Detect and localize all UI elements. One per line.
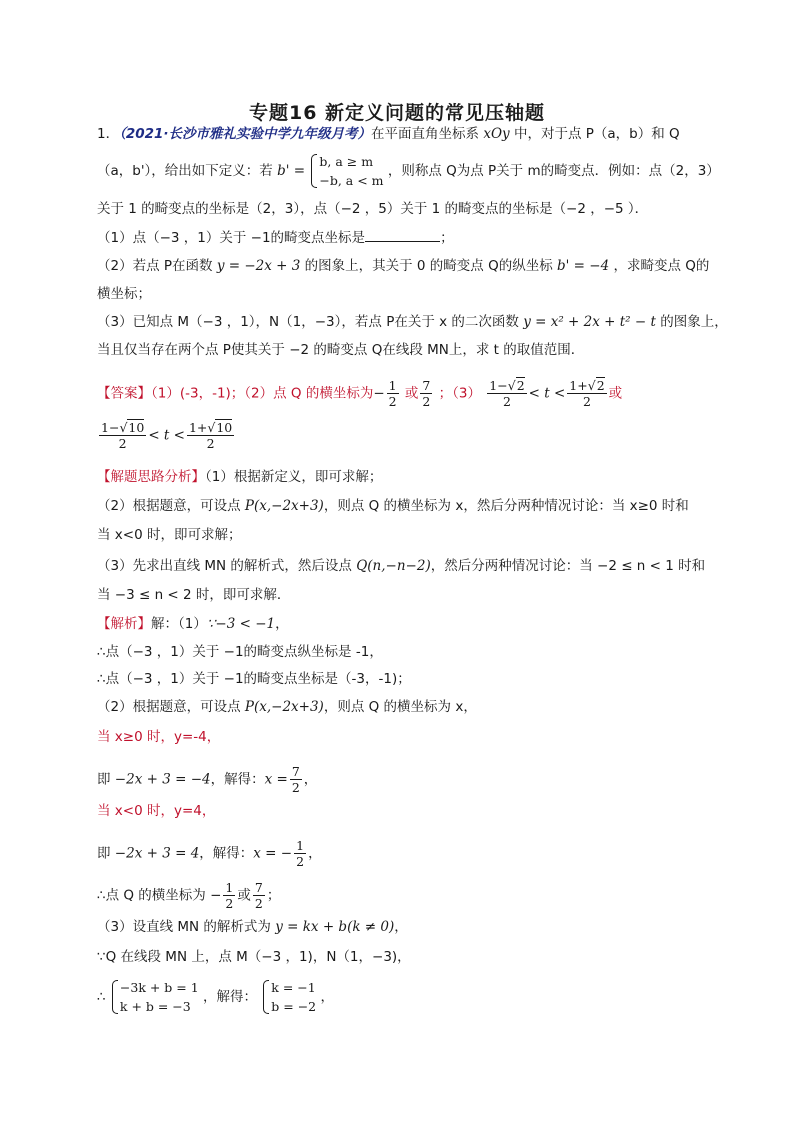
solution-line-4: （2）根据题意，可设点 P(x,−2x+3)，则点 Q 的横坐标为 x，: [97, 699, 477, 715]
fraction: $\frac{1+√10}{2}$: [188, 420, 233, 451]
solution-line-12: ∴ −3k + b = 1 k + b = −3 ，解得： k = −1 b = −2 ，: [97, 980, 334, 1014]
solution-line-5: 当 x≥0 时，y=-4，: [97, 729, 221, 745]
solution-line-7: 当 x<0 时，y=4，: [97, 803, 216, 819]
analysis-line-5: 当 −3 ≤ n < 2 时，即可求解．: [97, 587, 291, 603]
answer-blank: [365, 227, 440, 242]
solution-line-3: ∴点（−3 ，1）关于 −1的畸变点坐标是（-3，-1)；: [97, 671, 411, 687]
answer-label: 【答案】: [97, 385, 151, 402]
fraction: $\frac{1}{2}$: [296, 838, 305, 869]
page-title: 专题16 新定义问题的常见压轴题: [248, 102, 546, 124]
fraction: $\frac{1}{2}$: [225, 880, 234, 911]
fraction: $\frac{1}{2}$: [388, 378, 397, 409]
equation-system: −3k + b = 1 k + b = −3: [110, 978, 199, 1016]
solution-label: 【解析】: [97, 616, 151, 632]
fraction: $\frac{1-√2}{2}$: [489, 378, 525, 409]
question-3: （3）已知点 M（−3 ，1），N（1，−3），若点 P在关于 x 的二次函数 y = x² + 2x + t² − t 的图象上，: [97, 314, 728, 330]
fraction: $\frac{1-√10}{2}$: [101, 420, 145, 451]
solution-line-9: ∴点 Q 的横坐标为 − $\frac{1}{2}$ 或 $\frac{7}{2}$ ；: [97, 880, 281, 911]
question-1: （1）点（−3 ，1）关于 −1的畸变点坐标是 ；: [97, 227, 454, 248]
fraction: $\frac{7}{2}$: [291, 764, 300, 795]
question-3-cont: 当且仅当存在两个点 P使其关于 −2 的畸变点 Q在线段 MN上，求 t 的取值范围．: [97, 342, 585, 358]
problem-line-3: 关于 1 的畸变点的坐标是（2，3），点（−2 ，5）关于 1 的畸变点的坐标是（−2 ，−5 ）．: [97, 201, 649, 217]
piecewise-definition: b, a ≥ m −b, a < m: [309, 152, 383, 190]
analysis-line-3: 当 x<0 时，即可求解；: [97, 527, 242, 543]
analysis-label: 【解题思路分析】: [97, 469, 205, 485]
question-2-cont: 横坐标；: [97, 286, 151, 302]
question-2: （2）若点 P在函数 y = −2x + 3 的图象上，其关于 0 的畸变点 Q的纵坐标 b' = −4 ，求畸变点 Q的: [97, 258, 710, 274]
analysis-line-2: （2）根据题意，可设点 P(x,−2x+3)，则点 Q 的横坐标为 x，然后分两种情况讨论：当 x≥0 时和: [97, 498, 689, 514]
answer-line-2: $\frac{1-√10}{2}$ < t < $\frac{1+√10}{2}$: [101, 420, 233, 451]
analysis-line-1: 【解题思路分析】（1）根据新定义，即可求解；: [97, 469, 383, 485]
problem-line-1: 1．（2021·长沙市雅礼实验中学九年级月考）在平面直角坐标系 xOy 中，对于点 P（a，b）和 Q: [97, 126, 680, 142]
problem-number: 1．: [97, 126, 120, 142]
equation-system-solution: k = −1 b = −2: [261, 978, 316, 1016]
problem-line-2: （a，b'），给出如下定义：若 b' = b, a ≥ m −b, a < m ，则称点 Q为点 P关于 m的畸变点．例如：点（2，3）: [97, 154, 720, 188]
answer-line-1: 【答案】（1）(-3，-1)；（2）点 Q 的横坐标为− $\frac{1}{2}$ 或 $\frac{7}{2}$ ；（3） $\frac{1-√2}{2}$ < t < $\frac{1+√2}{2}$ 或: [97, 378, 623, 409]
fraction: $\frac{7}{2}$: [422, 378, 431, 409]
solution-line-8: 即 −2x + 3 = 4，解得：x = − $\frac{1}{2}$ ，: [97, 838, 322, 869]
fraction: $\frac{7}{2}$: [254, 880, 263, 911]
analysis-line-4: （3）先求出直线 MN 的解析式，然后设点 Q(n,−n−2)，然后分两种情况讨论：当 −2 ≤ n < 1 时和: [97, 558, 706, 574]
solution-line-2: ∴点（−3 ，1）关于 −1的畸变点纵坐标是 -1，: [97, 644, 383, 660]
fraction: $\frac{1+√2}{2}$: [569, 378, 605, 409]
solution-line-11: ∵Q 在线段 MN 上，点 M（−3 ，1)，N（1，−3)，: [97, 949, 411, 965]
solution-line-6: 即 −2x + 3 = −4，解得：x = $\frac{7}{2}$ ，: [97, 764, 318, 795]
problem-source: （2021·长沙市雅礼实验中学九年级月考）: [119, 126, 372, 142]
solution-line-1: 【解析】解：（1）∵−3 < −1，: [97, 616, 289, 632]
solution-line-10: （3）设直线 MN 的解析式为 y = kx + b(k ≠ 0)，: [97, 919, 408, 935]
